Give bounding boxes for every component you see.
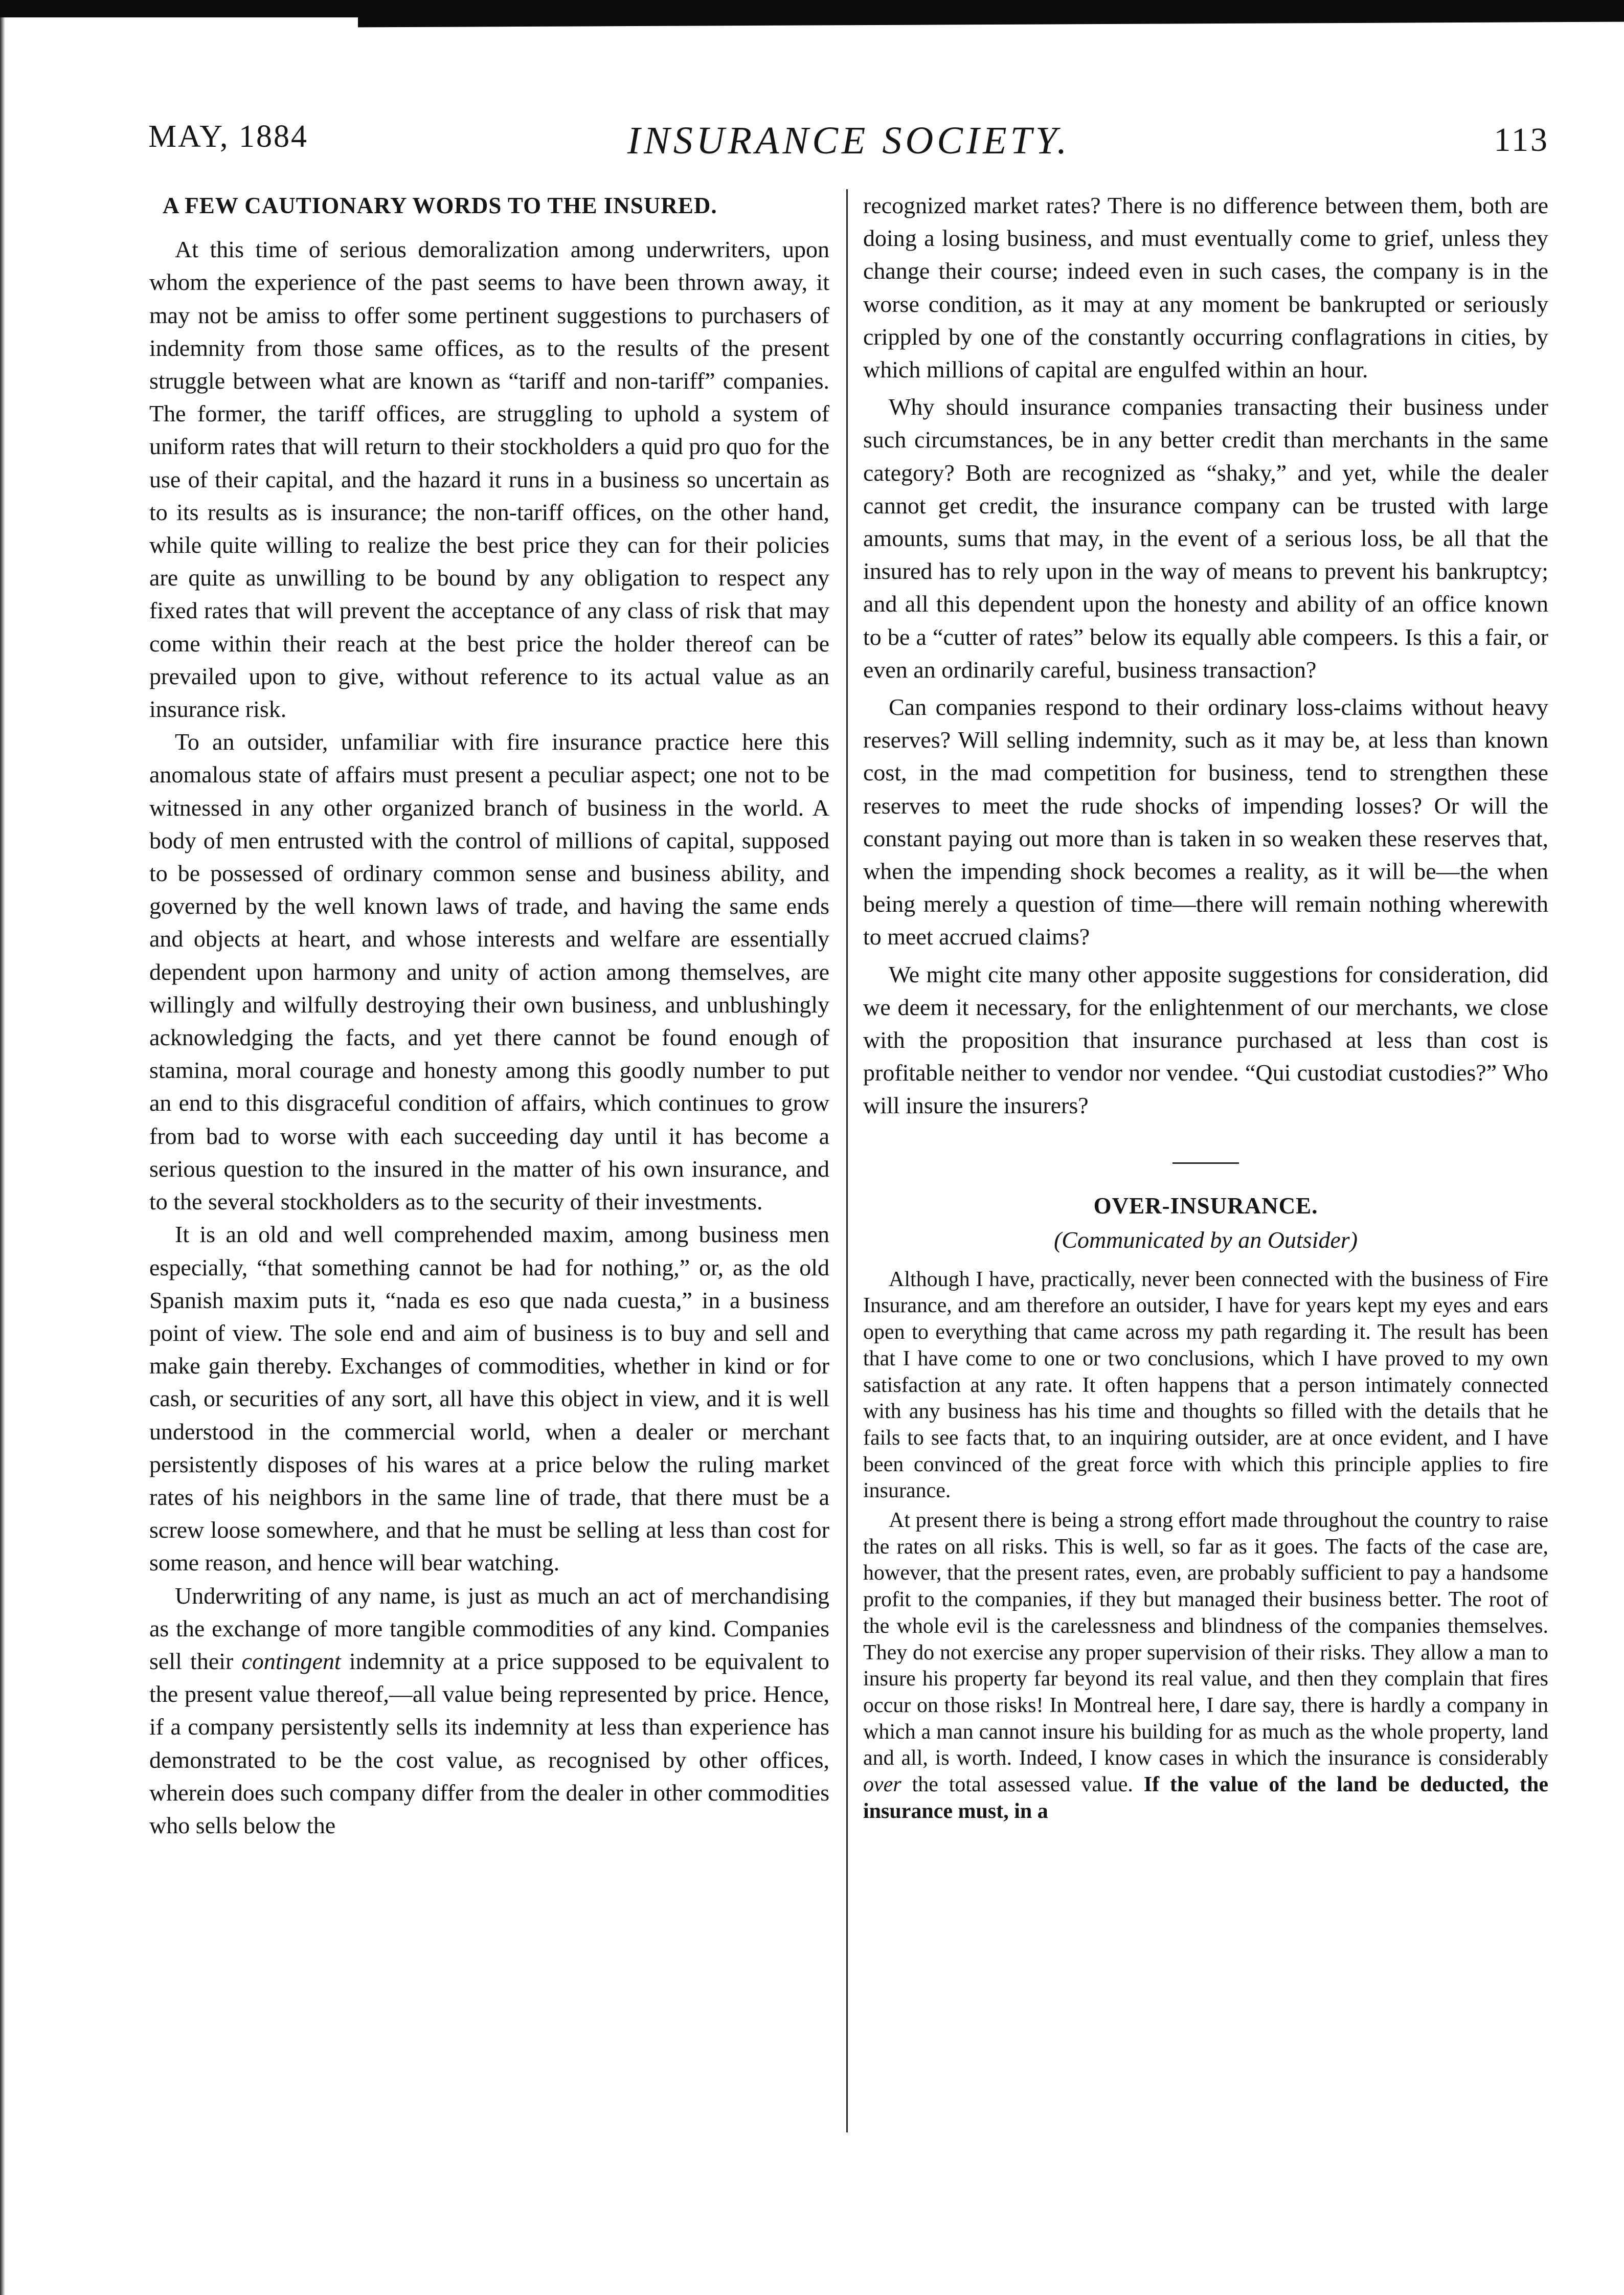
paragraph-2-bold: If the value of the land be deducted, the insurance must, in a <box>863 1773 1548 1823</box>
paragraph-2-start: At present there is being a strong effort made throughout the country to raise the rates on all risks. This is well, so far as it goes. The facts of the case are, however, that the present rates, even, are probably sufficient to pay a handsome profit to the companies, if they but managed their business better. The root of the whole evil is the carelessness and blindness of the companies themselves. They do not exercise any proper supervision of their risks. They allow a man to insure his property far beyond its real value, and then they complain that fires occur on those risks! In Montreal here, I dare say, there is hardly a company in which a man cannot insure his building for as much as the whole property, land and all, is worth. Indeed, I know cases in which the insurance is considerably <box>863 1509 1548 1770</box>
article-2-paragraph-1: Although I have, practically, never been connected with the business of Fire Insurance, and am therefore an outsider, I have for years kept my eyes and ears open to everything that came across my path regarding it. The result has been that I have come to one or two conclusions, which I have proved to my own satisfaction at any rate. It often happens that a person intimately connected with any business has his time and thoughts so filled with the details that he fails to see facts that, to an inquiring outsider, are at once evident, and I have been convinced of the great force with which this principle applies to fire insurance. <box>863 1267 1548 1503</box>
article-1-continued-paragraph-3: Can companies respond to their ordinary loss-claims without heavy reserves? Will selling indemnity, such as it may be, at less than known cost, in the mad competition for business, tend to strengthen these reserves to meet the rude shocks of impending losses? Or will the constant paying out more than is taken in so weaken these reserves that, when the impending shock becomes a reality, as it will be—the when being merely a question of time—there will remain nothing wherewith to meet accrued claims? <box>863 694 1548 950</box>
publication-title: INSURANCE SOCIETY. <box>627 119 1071 162</box>
article-1-paragraph-3: It is an old and well comprehended maxim, among business men especially, “that something cannot be had for nothing,” or, as the old Spanish maxim puts it, “nada es eso que nada cuesta,” in a business point of view. The sole end and aim of business is to buy and sell and make gain thereby. Exchanges of commodities, whether in kind or for cash, or securities of any sort, all have this object in view, and it is well understood in the commercial world, when a dealer or merchant persistently disposes of his wares at a price below the ruling market rates of his neighbors in the same line of trade, that there must be a screw loose somewhere, and that he must be selling at less than cost for some reason, and hence will bear watching. <box>149 1221 829 1576</box>
article-1-continued-paragraph-2: Why should insurance companies transacting their business under such circumstances, be in any better credit than merchants in the same category? Both are recognized as “shaky,” and yet, while the dealer cannot get credit, the insurance company can be trusted with large amounts, sums that may, in the event of a serious loss, be all that the insured has to rely upon in the way of means to prevent his bankruptcy; and all this dependent upon the honesty and ability of an office known to be a “cutter of rates” below its equally able compeers. Is this a fair, or even an ordinarily careful, business transaction? <box>863 394 1548 683</box>
article-2-title: OVER-INSURANCE. <box>1093 1192 1318 1219</box>
article-1-continued <box>863 189 1548 1122</box>
emphasis-over: over <box>863 1773 901 1797</box>
article-1-paragraph-1: At this time of serious demoralization among underwriters, upon whom the experience of the past seems to have been thrown away, it may not be amiss to offer some pertinent suggestions to purchasers of indemnity from those same offices, as to the results of the present struggle between what are known as “tariff and non-tariff” companies. The former, the tariff offices, are struggling to uphold a system of uniform rates that will return to their stockholders a quid pro quo for the use of their capital, and the hazard it runs in a business so uncertain as to its results as is insurance; the non-tariff offices, on the other hand, while quite willing to realize the best price they can for their policies are quite as unwilling to be bound by any obligation to respect any fixed rates that will prevent the acceptance of any class of risk that may come within their reach at the best price the holder thereof can be prevailed upon to give, without reference to its actual value as an insurance risk. <box>149 236 829 723</box>
paragraph-4-start: Underwriting of any name, is just as much an act of merchandising as the exchange of more tangible commodities of any kind. Companies sell their <box>149 1582 829 1674</box>
paragraph-2-mid: the total assessed value. <box>901 1773 1144 1797</box>
article-2-subtitle: (Communicated by an Outsider) <box>1053 1226 1358 1253</box>
emphasis-contingent: contingent <box>241 1648 341 1674</box>
article-1-continued-paragraph-4: We might cite many other apposite suggestions for consideration, did we deem it necessary, for the enlightenment of our merchants, we close with the proposition that insurance purchased at less than cost is profitable neither to vendor nor vendee. “Qui custodiat custodies?” Who will insure the insurers? <box>863 961 1548 1119</box>
running-header <box>148 119 1549 170</box>
article-1-paragraph-2: To an outsider, unfamiliar with fire insurance practice here this anomalous state of affairs must present a peculiar aspect; one not to be witnessed in any other organized branch of business in the world. A body of men entrusted with the control of millions of capital, supposed to be possessed of ordinary common sense and business ability, and governed by the well known laws of trade, and having the same ends and objects at heart, and whose interests and welfare are essentially dependent upon harmony and unity of action among themselves, are willingly and wilfully destroying their own business, and unblushingly acknowledging the facts, and yet there cannot be found enough of stamina, moral courage and honesty among this goodly number to put an end to this disgraceful condition of affairs, which continues to grow from bad to worse with each succeeding day until it has become a serious question to the insured in the matter of his own insurance, and to the several stockholders as to the security of their investments. <box>149 729 829 1215</box>
article-2-body <box>863 1267 1548 1825</box>
section-divider <box>1172 1162 1239 1164</box>
left-column <box>149 189 829 1842</box>
article-1-title: A FEW CAUTIONARY WORDS TO THE INSURED. <box>163 193 717 218</box>
column-rule <box>846 189 848 2132</box>
issue-date: MAY, 1884 <box>148 119 308 154</box>
right-column <box>863 189 1548 1828</box>
page-number: 113 <box>1494 121 1549 159</box>
article-1-paragraph-4 <box>149 1580 829 1842</box>
paragraph-4-end: indemnity at a price supposed to be equivalent to the present value thereof,—all value being represented by price. Hence, if a company persistently sells its indemnity at less than experience has demonstrated to be the cost value, as recognised by other offices, wherein does such company differ from the dealer in other commodities who sells below the <box>149 1648 829 1838</box>
article-2-paragraph-2 <box>863 1508 1548 1825</box>
article-1-continued-paragraph-1: recognized market rates? There is no difference between them, both are doing a losing business, and must eventually come to grief, unless they change their course; indeed even in such cases, the company is in the worse condition, as it may at any moment be bankrupted or seriously crippled by one of the constantly occurring conflagrations in cities, by which millions of capital are engulfed within an hour. <box>863 192 1548 383</box>
